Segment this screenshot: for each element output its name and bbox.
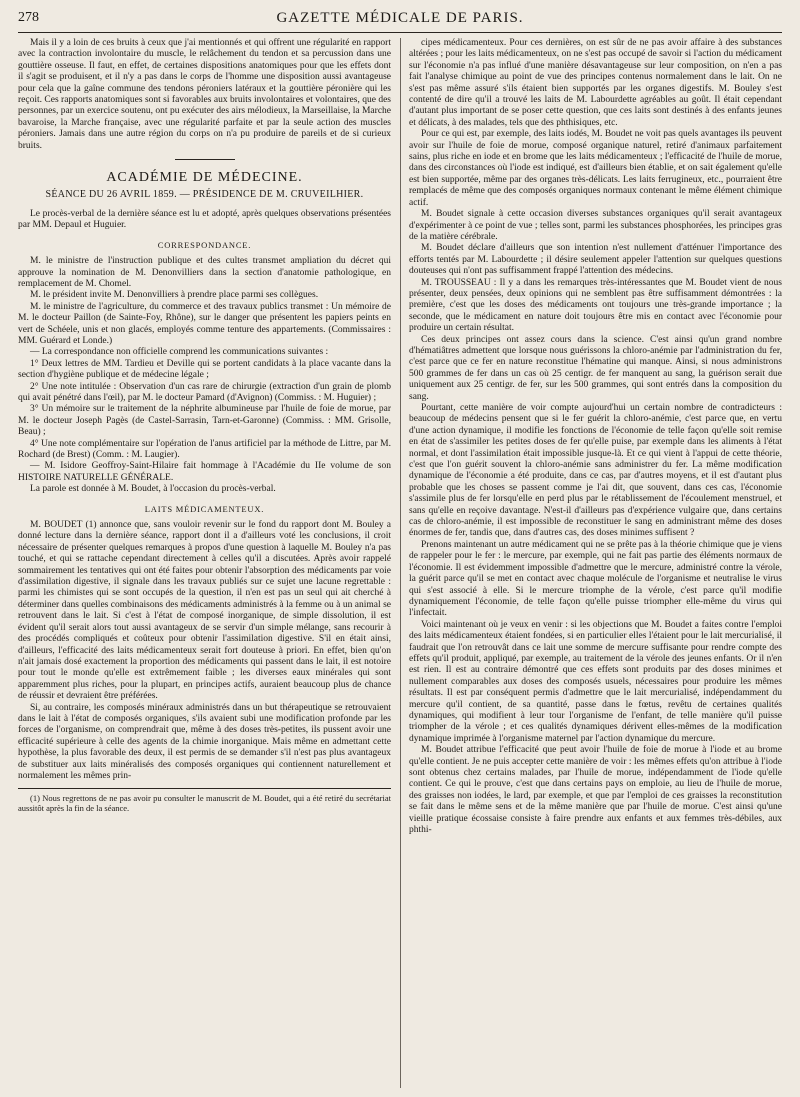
seance-line: SÉANCE DU 26 AVRIL 1859. — PRÉSIDENCE DE M. CRUVEILHIER. xyxy=(45,189,364,201)
right-paragraph: M. Boudet signale à cette occasion diverses substances organiques qu'il serait avantageux d'expérimenter à ce point de vue ; telles sont, parmi les substances phosphorées, les principes gras de la matière cérébrale. xyxy=(409,209,782,242)
column-divider xyxy=(400,38,401,1088)
correspondance-paragraph: M. le président invite M. Denonvilliers à prendre place parmi ses collègues. xyxy=(30,290,319,301)
right-paragraph: Voici maintenant où je veux en venir : si les objections que M. Boudet a faites contre l'emploi des laits médicamenteux étaient fondées, si en particulier elles l'étaient pour le lait mercurialisé, il faudrait que l'on retrouvât dans ce lait une somme de mercure suffisante pour rendre compte des effets qu'il produit, appliqué, par exemple, au traitement de la vérole des jeunes enfants. Or il n'en est rien. Il est au contraire démontré que ces effets sont produits par des doses minimes et nullement comparables aux doses des composés usuels, nécessaires pour produire les mêmes résultats. Il est par conséquent permis d'admettre que le lait mercurialisé, indépendamment du mercure qu'il contient, de sa quantité, passe dans le fœtus, revêtu de certaines qualités dynamiques, qui modifient à leur tour l'organisme de l'enfant, de telle manière qu'il puisse triompher de la vérole ; et ces qualités dynamiques dérivent elles-mêmes de la modification dynamique imprimée à l'organisme maternel par l'action dynamique du mercure. xyxy=(409,619,782,744)
correspondance-paragraph: — La correspondance non officielle comprend les communications suivantes : xyxy=(30,347,329,358)
left-column xyxy=(18,38,391,1090)
right-paragraph: M. Boudet attribue l'efficacité que peut avoir l'huile de foie de morue à l'iode et au brome qu'elle contient. Je ne puis accepter cette manière de voir : les mêmes effets qu'on attribue à l'iode sont obtenus chez certains malades, par l'huile de morue, indépendamment de l'iode qu'elle contient. Ce qui le prouve, c'est que dans certains pays on emploie, au lieu de l'huile de morue, des graisses non iodées, le lard, par exemple, et que par l'emploi de ces graisses la reconstitution se fait dans le même sens et de la même manière que par l'huile de morue. C'est ainsi qu'une vieille pratique écossaise consiste à faire prendre aux enfants et aux femmes très-débiles, aux phthi- xyxy=(409,745,782,836)
journal-title: GAZETTE MÉDICALE DE PARIS. xyxy=(276,10,524,26)
right-paragraph: M. TROUSSEAU : Il y a dans les remarques très-intéressantes que M. Boudet vient de nous présenter, deux pensées, deux opinions qui ne semblent pas être suffisamment démontrées : la première, c'est que les doses des médicaments ont toujours une très-grande importance ; la seconde, que le médicament en nature doit toujours être mis en contact avec l'économie pour produire un certain résultat. xyxy=(409,277,782,334)
page-number: 278 xyxy=(18,10,39,25)
header-rule xyxy=(18,32,782,33)
proces-verbal-paragraph: Le procès-verbal de la dernière séance est lu et adopté, après quelques observations présentées par MM. Depaul et Huguier. xyxy=(18,208,391,231)
correspondance-paragraph: M. le ministre de l'instruction publique et des cultes transmet ampliation du décret qui approuve la nomination de M. Denonvilliers dans la section d'anatomie pathologique, en remplacement de M. Chomel. xyxy=(18,256,391,289)
right-paragraph: Pour ce qui est, par exemple, des laits iodés, M. Boudet ne voit pas quels avantages ils peuvent avoir sur l'huile de foie de morue, composé organique naturel, retiré d'animaux parfaitement sains, plus riche en iode et en brome que les laits médicamenteux ; l'efficacité de l'huile de morue, dans des circonstances où l'iode est indiqué, est d'ailleurs bien établie, et on sait également qu'elle est bien supportée, même par des organes très-délicats. Les laits ferrugineux, etc., pourraient être remplacés de même que des composés organiques normaux contenant le même élément chimique actif. xyxy=(409,129,782,208)
right-paragraph: cipes médicamenteux. Pour ces dernières, on est sûr de ne pas avoir affaire à des substances altérées ; pour les laits médicamenteux, on ne s'est pas occupé de savoir si l'action du médicament sur l'économie n'a pas influé d'une manière désavantageuse sur leur composition, on n'en a pas fait l'analyse chimique au point de vue des principes contenus normalement dans le lait. On ne s'est pas même assuré s'ils étaient bien supportés par les organes digestifs. M. Bouley s'est contenté de dire qu'il a trouvé les laits de M. Labourdette agréables au goût. Il était cependant d'autant plus important de se poser cette question, que ces laits sont destinés à des enfants jeunes et délicats, à des malades, tels que des phthisiques, etc. xyxy=(409,38,782,128)
right-paragraph: Prenons maintenant un autre médicament qui ne se prête pas à la théorie chimique que je viens de rappeler pour le fer : le mercure, par exemple, qui ne fait pas partie des éléments normaux de l'économie. Il est évidemment impossible d'admettre que le mercure, administré contre la vérole, la guérit parce qu'il se met en contact avec chaque molécule de l'organisme et neutralise le virus qui s'est associé à elle. Si le mercure triomphe de la vérole, c'est parce qu'il modifie dynamiquement l'économie, de telle façon qu'elle puisse triompher elle-même du virus qui l'infectait. xyxy=(409,539,782,619)
page-header xyxy=(18,8,782,34)
intro-paragraph: Mais il y a loin de ces bruits à ceux que j'ai mentionnés et qui offrent une régularité en rapport avec la contraction involontaire du muscle, le relâchement du tendon et sa percussion dans une gouttière osseuse. Il faut, en effet, de certaines dispositions anatomiques pour que les effets dont il s'agit se produisent, et il n'y a pas dans le corps de l'homme une disposition aussi avantageuse pour cela que la gaîne commune des tendons péroniers latéraux et la gouttière péronière qui les reçoit. Ces rapports anatomiques sont si favorables aux bruits involontaires et volontaires, que des personnes, par un exercice soutenu, ont pu exécuter des airs mélodieux, la Marseillaise, la Marche bavaroise, la Marche française, avec une régularité parfaite et par la seule action des muscles péroniers. Jamais dans une autre région du corps on n'a pu produire de pareils et de si curieux bruits. xyxy=(18,38,391,151)
correspondance-paragraph: La parole est donnée à M. Boudet, à l'occasion du procès-verbal. xyxy=(30,484,276,495)
correspondance-paragraph: 2° Une note intitulée : Observation d'un cas rare de chirurgie (extraction d'un grain de plomb qui avait pénétré dans l'œil), par M. le docteur Pamard (d'Avignon) (Commiss. : M. Huguier) ; xyxy=(18,381,391,403)
correspondance-paragraph: M. le ministre de l'agriculture, du commerce et des travaux publics transmet : Un mémoire de M. le docteur Paillon (de Sainte-Foy, Rhône), sur le danger que présentent les papiers peints en vert de Schéele, unis et non glacés, employés comme tenture des appartements. (Commissaires : MM. Guérard et Londe.) xyxy=(18,301,391,346)
laits-paragraph: M. BOUDET (1) annonce que, sans vouloir revenir sur le fond du rapport dont M. Bouley a donné lecture dans la dernière séance, rapport dont il a d'ailleurs voté les conclusions, il croit nécessaire de présenter quelques remarques à propos d'une question à laquelle M. Bouley n'a pas touché, et qui se rattache cependant directement à celles qu'il a discutées. Après avoir rappelé sommairement les tentatives qui ont été faites pour obtenir l'absorption des médicaments par voie d'assimilation digestive, il signale dans les travaux publiés sur ce sujet une lacune regrettable : parmi les chimistes qui se sont occupés de la question, il n'en est pas un seul qui ait cherché à déterminer dans quelles combinaisons des médicaments administrés à la femme ou à un animal se retrouvent dans le lait. Si c'est à l'état de composé inorganique, de simple dissolution, il est évident qu'il serait alors tout aussi avantageux de se servir d'un simple mélange, sans recourir à des procédés compliqués et coûteux pour obtenir l'assimilation digestive. S'il en était ainsi, d'ailleurs, l'efficacité des laits médicamenteux serait fort douteuse à priori. En effet, bien qu'on n'ait jamais dosé exactement la proportion des médicaments qui passent dans le lait, il est notoire pour tout le monde qu'elle est extrêmement faible ; les diverses eaux minérales qui sont apparemment plus riches, pour la plupart, en principes actifs, auraient beaucoup plus de chance de réussir et devraient être préférées. xyxy=(18,520,391,702)
correspondance-paragraph: 1° Deux lettres de MM. Tardieu et Deville qui se portent candidats à la place vacante dans la section d'hygiène publique et de médecine légale ; xyxy=(18,358,391,381)
footnote: (1) Nous regrettons de ne pas avoir pu consulter le manuscrit de M. Boudet, qui a été retiré du secrétariat aussitôt après la fin de la séance. xyxy=(18,793,391,814)
right-paragraph: Ces deux principes ont assez cours dans la science. C'est ainsi qu'un grand nombre d'hématiâtres admettent que lorsque nous guérissons la chloro-anémie par l'administration du fer, c'est parce que ce fer en nature reconstitue l'hématine qui manque. Ainsi, si nous administrons 500 grammes de fer dans un cas où 25 centigr. de fer manquent au sang, la guérison serait due uniquement aux 25 centigr. de fer, sur les 500 grammes, qui sont entrés dans la composition du sang. xyxy=(409,334,782,402)
correspondance-paragraph: 3° Un mémoire sur le traitement de la néphrite albumineuse par l'huile de foie de morue, par M. le docteur Joseph Pagès (de Castel-Sarrasin, Tarn-et-Garonne) (Commiss. : MM. Grisolle, Beau) ; xyxy=(18,404,391,438)
footnote-rule xyxy=(18,788,391,789)
laits-paragraph: Si, au contraire, les composés minéraux administrés dans un but thérapeutique se retrouvaient dans le lait à l'état de composés organiques, s'ils avaient subi une modification profonde par les forces de l'organisme, on comprendrait que, même à des doses très-petites, ils pussent avoir une efficacité supérieure à celle des agents de la chimie inorganique. Mais même en admettant cette hypothèse, la plus favorable des deux, il est permis de se demander s'il n'est pas plus avantageux de substituer aux laits minéralisés des composés organiques qui contiennent naturellement et normalement les mêmes prin- xyxy=(18,702,391,781)
right-paragraph: Pourtant, cette manière de voir compte aujourd'hui un certain nombre de contradicteurs : beaucoup de médecins pensent que si le fer guérit la chloro-anémie, c'est parce que, en vertu d'une action dynamique, il modifie les fonctions de l'économie de telle façon qu'elle soit remise en état de s'assimiler les petites doses de fer qu'elle puise, par exemple dans les aliments à l'état normal, et dont l'assimilation était impossible jusque-là. Et ce qui vient à l'appui de cette théorie, c'est que l'on guérit souvent la chloro-anémie sans administrer du fer. La même modification dynamique de l'économie a été produite, dans ce cas, par d'autres moyens, et il est d'autant plus probable que les choses se passent comme je l'ai dit, que souvent, dans ces cas, l'économie s'assimile plus de fer lorsqu'elle en perd plus par le rétablissement de l'écoulement menstruel, et sans qu'elle en reçoive davantage. N'est-il d'ailleurs pas d'expérience vulgaire que, dans certains cas de chloro-anémie, il est impossible de reconstituer le sang en administrant même des doses énormes de fer, tandis que, dans d'autres cas, des doses minimes suffisent ? xyxy=(409,403,782,539)
right-paragraph: M. Boudet déclare d'ailleurs que son intention n'est nullement d'atténuer l'importance des efforts tentés par M. Labourdette ; il désire seulement appeler l'attention sur quelques questions douteuses qui n'ont pas suffisamment frappé l'attention des médecins. xyxy=(409,243,782,277)
section-divider xyxy=(175,159,235,160)
correspondance-paragraph: — M. Isidore Geoffroy-Saint-Hilaire fait hommage à l'Académie du IIe volume de son HISTOIRE NATURELLE GÉNÉRALE. xyxy=(18,461,391,483)
correspondance-heading: CORRESPONDANCE. xyxy=(157,239,252,250)
correspondance-paragraph: 4° Une note complémentaire sur l'opération de l'anus artificiel par la méthode de Littre, par M. Rochard (de Brest) (Comm. : M. Laugier). xyxy=(18,438,391,460)
section-title: ACADÉMIE DE MÉDECINE. xyxy=(106,170,303,186)
laits-heading: LAITS MÉDICAMENTEUX. xyxy=(144,503,265,514)
right-column xyxy=(409,38,782,1090)
